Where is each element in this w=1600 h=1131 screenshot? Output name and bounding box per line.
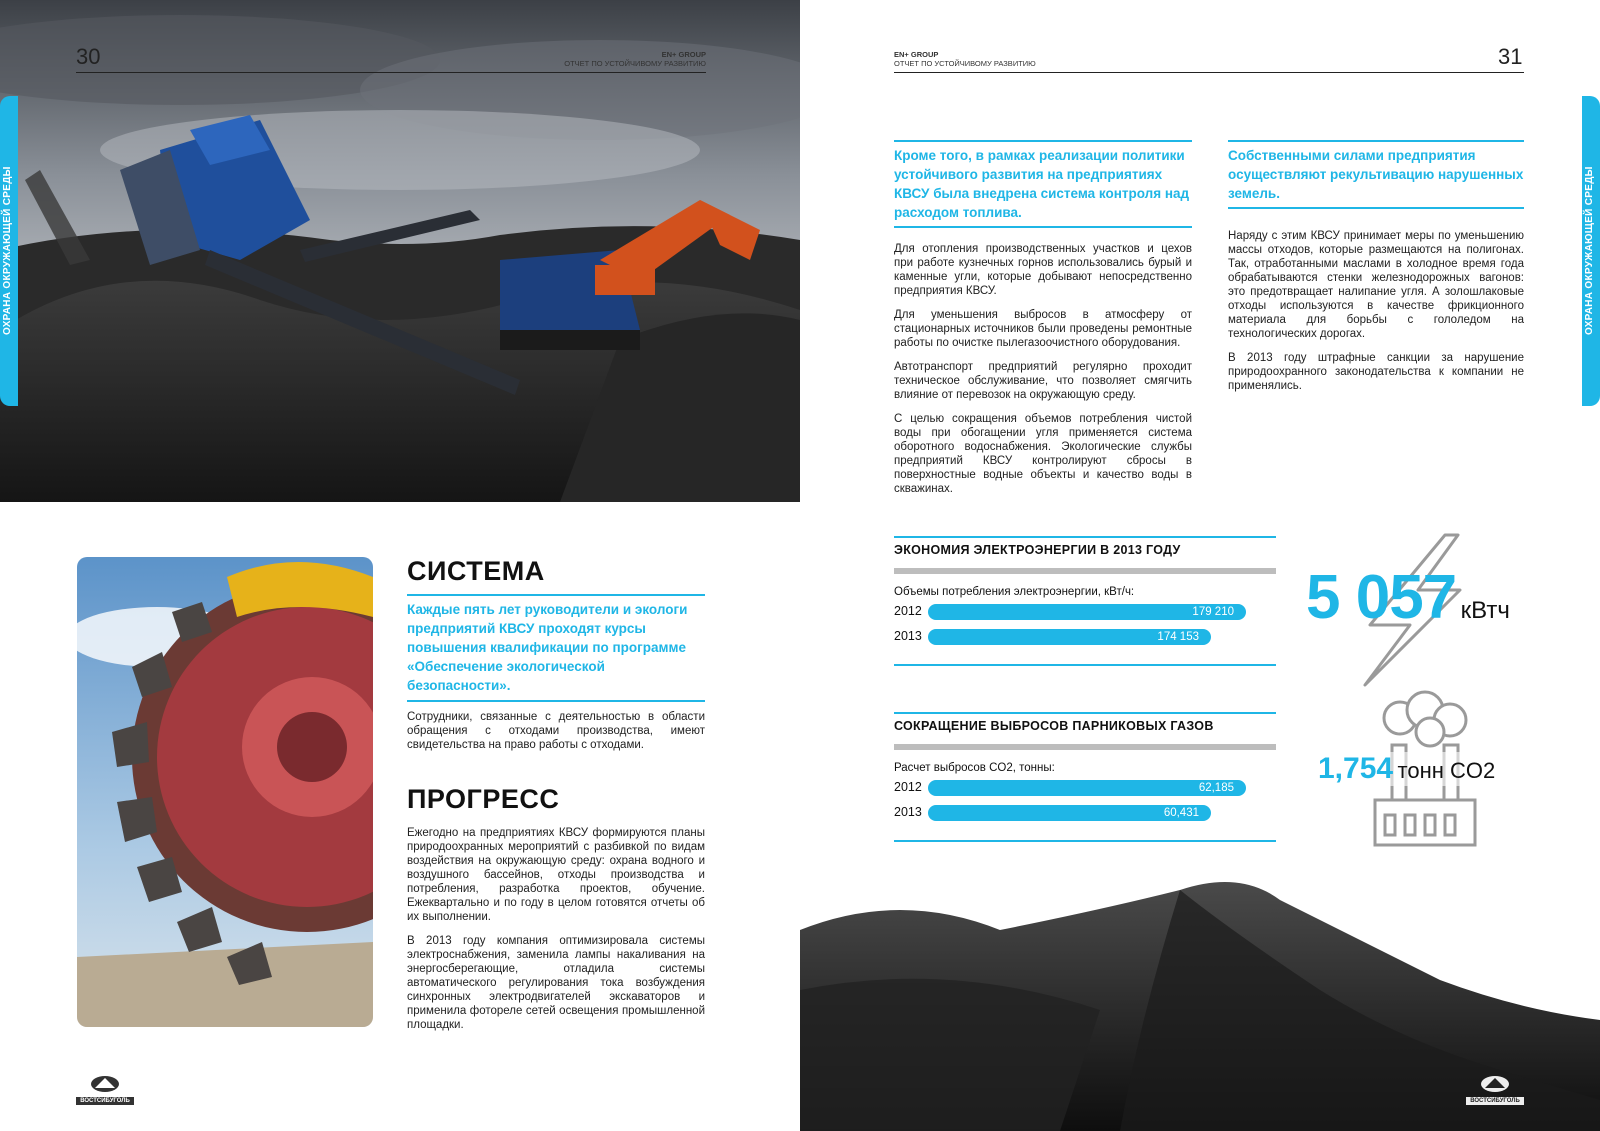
logo-mark-icon (90, 1074, 120, 1092)
chart1-bar-value: 179 210 (1192, 606, 1234, 618)
chart1-bottomline (894, 664, 1276, 666)
chart2-subtitle: Расчет выбросов CO2, тонны: (894, 762, 1055, 774)
page-number-right: 31 (1498, 44, 1523, 69)
col1-paragraph-2: Для уменьшения выбросов в атмосферу от стационарных источников были проведены ремонтные работы по очистке пылегазоочистного оборудования. (894, 309, 1192, 349)
logo-mark-icon (1480, 1074, 1510, 1092)
side-tab-right (1582, 96, 1600, 406)
col1-lead-underline (894, 226, 1192, 228)
col1-body (894, 242, 1192, 506)
company-logo-left (76, 1074, 134, 1105)
chart2-bar-value: 60,431 (1163, 807, 1199, 819)
chart1-bar-value: 174 153 (1157, 631, 1199, 643)
progress-body (407, 826, 705, 1042)
chart2-title: СОКРАЩЕНИЕ ВЫБРОСОВ ПАРНИКОВЫХ ГАЗОВ (894, 719, 1214, 733)
col1-lead: Кроме того, в рамках реализации политики устойчивого развития на предприятиях КВСУ была внедрена система контроля над расходом топлива. (894, 148, 1190, 220)
side-tab-left (0, 96, 18, 406)
system-body: Сотрудники, связанные с деятельностью в области обращения с отходами производства, имеют свидетельства на право работы с отходами. (407, 711, 705, 751)
chart1-bars (894, 604, 1276, 654)
logo-text-right: ВОСТСИБУГОЛЬ (1466, 1097, 1524, 1105)
logo-text-left: ВОСТСИБУГОЛЬ (76, 1097, 134, 1105)
bucket-wheel-photo (77, 557, 373, 1027)
col2-lead-topline (1228, 140, 1524, 142)
chart2-title-underline (894, 744, 1276, 750)
side-tab-left-label: ОХРАНА ОКРУЖАЮЩЕЙ СРЕДЫ (2, 166, 13, 336)
progress-paragraph-2: В 2013 году компания оптимизировала системы электроснабжения, заменила лампы накаливания на энергосберегающие, отладила системы автоматического регулирования тока возбуждения синхронных электродвигателей экскаваторов и применила фотореле сетей освещения промышленной площадки. (407, 935, 705, 1031)
chart2-category-label: 2012 (894, 780, 922, 794)
system-title-underline (407, 594, 705, 596)
chart2-bars (894, 780, 1276, 830)
header-rule-right (894, 72, 1524, 73)
bucket-wheel-drawing (77, 557, 373, 1027)
header-brand-left: EN+ GROUP (661, 50, 706, 59)
page-number-left: 30 (76, 44, 101, 69)
chart1-topline (894, 536, 1276, 538)
system-lead-underline (407, 700, 705, 702)
chart1-title: ЭКОНОМИЯ ЭЛЕКТРОЭНЕРГИИ В 2013 ГОДУ (894, 543, 1181, 557)
system-title: СИСТЕМА (407, 556, 545, 586)
chart2-bar (928, 805, 1211, 821)
chart2-category-label: 2013 (894, 805, 922, 819)
header-rule-left (76, 72, 706, 73)
col1-lead-topline (894, 140, 1192, 142)
chart2-topline (894, 712, 1276, 714)
energy-big-number: 5 057 (1306, 563, 1457, 632)
header-brand-right: EN+ GROUP (894, 50, 939, 59)
co2-big-number: 1,754 (1318, 752, 1394, 785)
col2-paragraph-2: В 2013 году штрафные санкции за нарушение природоохранного законодательства к компании не применялись. (1228, 352, 1524, 392)
col1-paragraph-3: Автотранспорт предприятий регулярно проходит техническое обслуживание, что позволяет смягчить влияние от перевозок на окружающую среду. (894, 361, 1192, 401)
energy-unit: кВтч (1460, 597, 1510, 624)
system-lead: Каждые пять лет руководители и экологи предприятий КВСУ проходят курсы повышения квалификации по программе «Обеспечение экологической безопасности». (407, 602, 688, 693)
chart1-bar (928, 604, 1246, 620)
chart1-title-underline (894, 568, 1276, 574)
col2-paragraph-1: Наряду с этим КВСУ принимает меры по уменьшению массы отходов, которые размещаются на полигонах. Так, отработанными маслами в холодное время года обрабатываются стенки железнодорожных вагонов: это предотвращает налипание угля. А золошлаковые отходы используются в качестве фрикционного материала для борьбы с гололедом на технологических дорогах. (1228, 230, 1524, 340)
side-tab-right-label: ОХРАНА ОКРУЖАЮЩЕЙ СРЕДЫ (1584, 166, 1595, 336)
chart2-bar (928, 780, 1246, 796)
chart2-bar-value: 62,185 (1198, 782, 1234, 794)
progress-paragraph-1: Ежегодно на предприятиях КВСУ формируются планы природоохранных мероприятий с разбивкой по видам воздействия на окружающую среду: охрана водного и воздушного бассейнов, отходы производства и потребления, разработка проектов, обучение. Ежеквартально и по году в целом готовятся отчеты об их выполнении. (407, 827, 705, 923)
header-report-left: ОТЧЕТ ПО УСТОЙЧИВОМУ РАЗВИТИЮ (564, 59, 706, 68)
col1-paragraph-4: С целью сокращения объемов потребления чистой воды при обогащении угля применяется система оборотного водоснабжения. Экологические службы предприятий КВСУ контролируют сбросы в поверхностные водные объекты и качество воды в скважинах. (894, 413, 1192, 495)
chart1-category-label: 2013 (894, 629, 922, 643)
co2-unit: тонн CO2 (1397, 758, 1496, 783)
col1-paragraph-1: Для отопления производственных участков и цехов при работе кузнечных горнов использовались бурый и каменные угли, которые добывают непосредственно предприятия КВСУ. (894, 243, 1192, 297)
header-right (894, 50, 1094, 68)
crusher-photo-drawing (0, 0, 800, 502)
company-logo-right (1466, 1074, 1524, 1105)
col2-lead: Собственными силами предприятия осуществляют рекультивацию нарушенных земель. (1228, 148, 1524, 201)
header-left (560, 50, 706, 68)
col2-body (1228, 229, 1524, 403)
energy-savings-figure (1306, 562, 1510, 633)
chart1-category-label: 2012 (894, 604, 922, 618)
header-report-right: ОТЧЕТ ПО УСТОЙЧИВОМУ РАЗВИТИЮ (894, 59, 1036, 68)
col2-lead-underline (1228, 207, 1524, 209)
chart1-subtitle: Объемы потребления электроэнергии, кВт/ч: (894, 586, 1135, 598)
co2-reduction-figure (1318, 752, 1495, 786)
chart2-bottomline (894, 840, 1276, 842)
crusher-photo (0, 0, 800, 502)
progress-title: ПРОГРЕСС (407, 784, 560, 814)
chart1-bar (928, 629, 1211, 645)
